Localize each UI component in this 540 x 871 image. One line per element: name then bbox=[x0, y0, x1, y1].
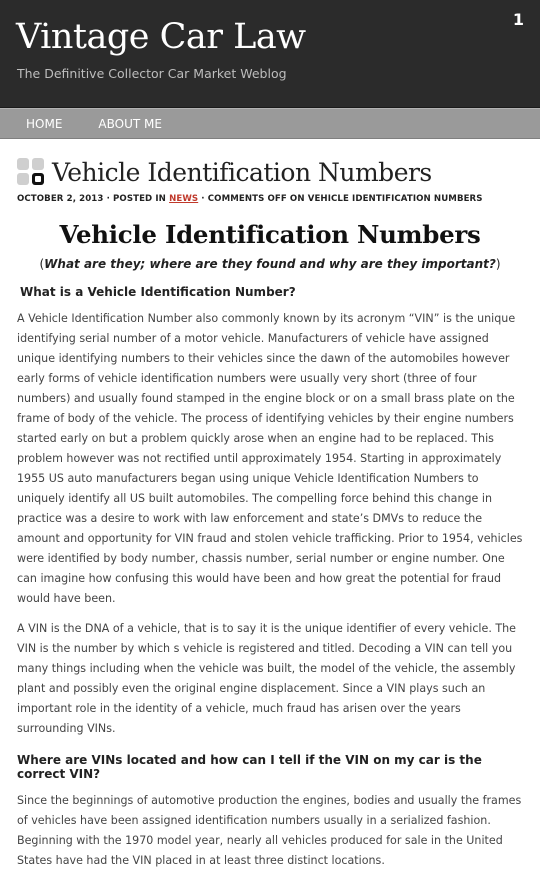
main-content bbox=[0, 158, 540, 871]
main-nav bbox=[0, 108, 540, 139]
category-link-news[interactable]: NEWS bbox=[169, 194, 199, 204]
site-tagline: The Definitive Collector Car Market Weblog bbox=[17, 66, 287, 81]
paragraph-1: A Vehicle Identification Number also commonly known by its acronym “VIN” is the unique identifying serial number of a motor vehicle. Manufacturers of vehicle have assigned unique identifying numbers to their vehicles since the dawn of the automobiles however early forms of vehicle identification numbers were usually very short (three of four numbers) and usually found stamped in the engine block or on a small brass plate on the frame of body of the vehicle. The process of identifying vehicles by their engine numbers started early on but a problem quickly arose when an engine had to be replaced. This problem however was not rectified until approximately 1954. Starting in approximately 1955 US auto manufacturers began using unique Vehicle Identification Numbers to uniquely identify all US built automobiles. The compelling force behind this change in practice was a desire to work with law enforcement and state’s DMVs to reduce the amount and opportunity for VIN fraud and stolen vehicle trafficking. Prior to 1954, vehicles were identified by body number, chassis number, serial number or engine number. One can imagine how confusing this would have been and how great the potential for fraud would have been. bbox=[17, 312, 523, 605]
posted-in-label: · POSTED IN bbox=[106, 194, 166, 204]
section-heading-what-is-vin: What is a Vehicle Identification Number? bbox=[20, 285, 296, 299]
section-heading-where-vin: Where are VINs located and how can I tell if the VIN on my car is the correct VIN? bbox=[17, 753, 482, 781]
nav-item-home[interactable]: HOME bbox=[26, 116, 63, 131]
paragraph-2: A VIN is the DNA of a vehicle, that is to say it is the unique identifier of every vehicle. The VIN is the number by which s vehicle is registered and titled. Decoding a VIN can tell you many things including when the vehicle was built, the model of the vehicle, the assembly plant and possibly even the original engine displacement. Since a VIN plays such an important role in the identity of a vehicle, much fraud has arisen over the years surrounding VINs. bbox=[17, 622, 517, 735]
post-format-icon bbox=[17, 158, 47, 188]
paragraph-3: Since the beginnings of automotive production the engines, bodies and usually the frames of vehicles have been assigned identification numbers usually in a serialized fashion. Beginning with the 1970 model year, nearly all vehicles produced for sale in the United States have had the VIN placed in at least three distinct locations. bbox=[17, 794, 522, 867]
site-title[interactable]: Vintage Car Law bbox=[16, 17, 306, 57]
site-header bbox=[0, 0, 540, 108]
subheading-open-paren: ( bbox=[39, 257, 45, 271]
subheading-close-paren: ) bbox=[495, 257, 501, 271]
post-date: OCTOBER 2, 2013 bbox=[17, 194, 104, 204]
corner-number: 1 bbox=[512, 10, 524, 29]
article-subheading bbox=[17, 257, 523, 271]
subheading-text: What are they; where are they found and why are they important? bbox=[44, 257, 496, 271]
post-meta bbox=[17, 194, 523, 204]
nav-item-about-me[interactable]: ABOUT ME bbox=[98, 116, 162, 131]
post-header bbox=[17, 158, 523, 188]
post-title[interactable]: Vehicle Identification Numbers bbox=[52, 158, 432, 187]
article-heading: Vehicle Identification Numbers bbox=[59, 220, 481, 249]
comments-status: · COMMENTS OFF ON VEHICLE IDENTIFICATION NUMBERS bbox=[201, 194, 483, 204]
